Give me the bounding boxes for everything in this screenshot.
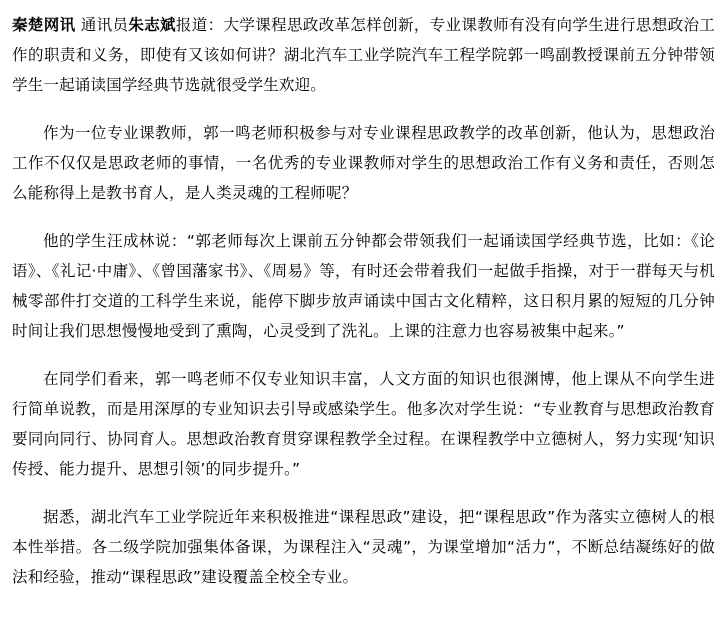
- body-text: 据悉，湖北汽车工业学院近年来积极推进“课程思政”建设，把“课程思政”作为落实立德树人的根本性举措。各二级学院加强集体备课，为课程注入“灵魂”，为课堂增加“活力”，不断总结凝练好的做法和经验，推动“课程思政”建设覆盖全校全专业。: [12, 508, 715, 586]
- body-text: 通讯员: [75, 16, 129, 34]
- body-text: 他的学生汪成林说：“郭老师每次上课前五分钟都会带领我们一起诵读国学经典节选，比如：《论语》、《礼记·中庸》、《曾国藩家书》、《周易》等，有时还会带着我们一起做手指操，对于一群每天与机械零部件打交道的工科学生来说，能停下脚步放声诵读中国古文化精粹，这日积月累的短短的几分钟时间让我们思想慢慢地受到了熏陶，心灵受到了洗礼。上课的注意力也容易被集中起来。”: [12, 232, 715, 340]
- emphasis-text: 秦楚网讯: [12, 16, 76, 34]
- body-text: 在同学们看来，郭一鸣老师不仅专业知识丰富，人文方面的知识也很渊博，他上课从不向学生进行简单说教，而是用深厚的专业知识去引导或感染学生。他多次对学生说：“专业教育与思想政治教育要同向同行、协同育人。思想政治教育贯穿课程教学全过程。在课程教学中立德树人，努力实现‘知识传授、能力提升、思想引领’的同步提升。”: [12, 370, 715, 478]
- paragraph: [12, 364, 715, 484]
- paragraph: [12, 10, 715, 100]
- body-text: 作为一位专业课教师，郭一鸣老师积极参与对专业课程思政教学的改革创新，他认为，思想政治工作不仅仅是思政老师的事情，一名优秀的专业课教师对学生的思想政治工作有义务和责任，否则怎么能称得上是教书育人，是人类灵魂的工程师呢？: [12, 124, 715, 202]
- body-text: 报道：大学课程思政改革怎样创新，专业课教师有没有向学生进行思想政治工作的职责和义务，即使有又该如何讲？湖北汽车工业学院汽车工程学院郭一鸣副教授课前五分钟带领学生一起诵读国学经典节选就很受学生欢迎。: [12, 16, 715, 94]
- paragraph: [12, 118, 715, 208]
- paragraph: [12, 226, 715, 346]
- paragraph: [12, 502, 715, 592]
- emphasis-text: 朱志斌: [128, 16, 176, 34]
